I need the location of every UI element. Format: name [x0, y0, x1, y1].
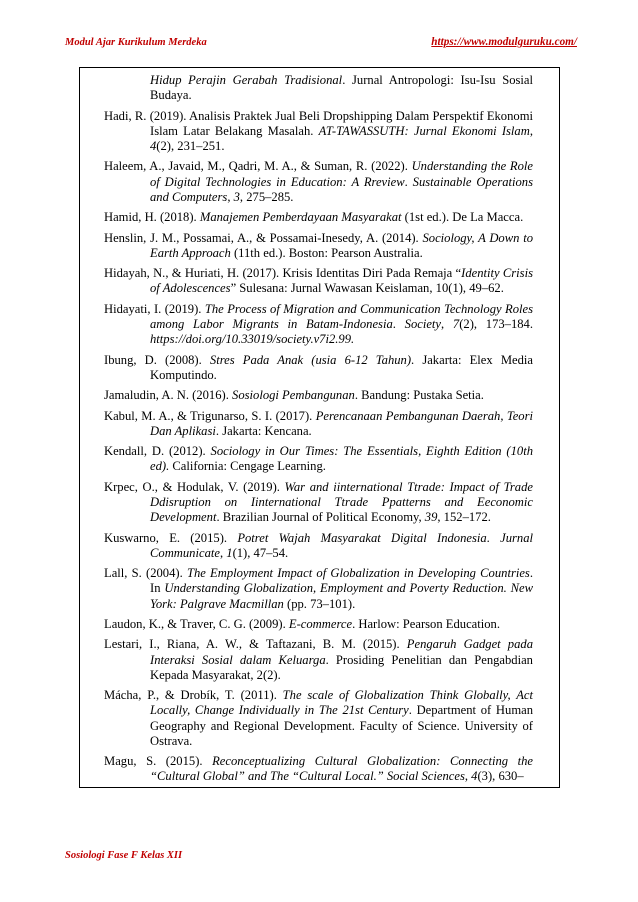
reference-italic-text: Sosiologi Pembangunan — [232, 388, 355, 403]
reference-text: Laudon, K., & Traver, C. G. (2009). — [104, 616, 289, 631]
footer-course-label: Sosiologi Fase F Kelas XII — [65, 850, 183, 861]
reference-italic-text: Understanding Globalization, Employment and Poverty Reduction. New York: Palgrave Macmillan — [150, 581, 534, 611]
reference-italic-text: Sociology, A Down to Earth Approach — [150, 230, 533, 260]
reference-text: (2), 173–184. — [459, 316, 534, 331]
reference-italic-text: Potret Wajah Masyarakat Digital Indonesia — [237, 530, 487, 545]
reference-text: . Jakarta: Elex Media Komputindo. — [150, 352, 533, 382]
reference-text: Hadi, R. (2019). Analisis Praktek Jual Beli Dropshipping Dalam Perspektif Ekonomi Islam Latar Belakang Masalah. — [104, 108, 533, 138]
reference-italic-text: Society — [404, 316, 442, 331]
header-website-link[interactable]: https://www.modulguruku.com/ — [431, 36, 577, 48]
reference-text: , — [227, 189, 234, 204]
reference-text: Jamaludin, A. N. (2016). — [104, 388, 233, 403]
reference-italic-text: 4 — [150, 139, 157, 153]
reference-italic-text: The Employment Impact of Globalization in Developing Countries — [186, 566, 530, 581]
reference-entry — [104, 302, 533, 348]
reference-entry — [104, 266, 533, 296]
reference-text: Kuswarno, E. (2015). — [104, 530, 238, 545]
reference-text: . — [486, 530, 501, 545]
reference-text: (1st ed.). De La Macca. — [401, 210, 524, 225]
reference-text: Haleem, A., Javaid, M., Qadri, M. A., & Suman, R. (2022). — [104, 159, 412, 174]
reference-text: Kabul, M. A., & Trigunarso, S. I. (2017). — [104, 408, 316, 423]
reference-italic-text: 7 — [452, 316, 460, 331]
reference-list-box — [79, 67, 560, 788]
reference-text: , 275–285. — [239, 189, 294, 204]
reference-text: . — [404, 174, 413, 189]
reference-text: Krpec, O., & Hodulak, V. (2019). — [104, 479, 285, 494]
reference-text: Lall, S. (2004). — [104, 566, 187, 581]
reference-text: Magu, S. (2015). — [104, 754, 213, 769]
reference-italic-text: Pengaruh Gadget pada Interaksi Sosial dalam Keluarga — [150, 637, 533, 667]
reference-entry — [104, 353, 533, 383]
reference-italic-text: AT-TAWASSUTH: Jurnal Ekonomi Islam — [318, 123, 530, 138]
reference-text: . Harlow: Pearson Education. — [352, 616, 501, 631]
reference-text: Mácha, P., & Drobík, T. (2011). — [104, 688, 283, 703]
reference-italic-text: 1 — [226, 545, 233, 560]
reference-text: . — [392, 316, 405, 331]
header-module-title: Modul Ajar Kurikulum Merdeka — [65, 37, 207, 48]
reference-entry — [104, 754, 533, 784]
reference-entry-continued — [104, 73, 533, 103]
reference-text: (2), 231–251. — [156, 139, 225, 153]
reference-italic-text: Jurnal Communicate — [150, 530, 533, 560]
reference-text: (3), 630– — [477, 769, 524, 784]
reference-italic-text: 39 — [424, 510, 438, 525]
reference-text: Hamid, H. (2018). — [104, 210, 200, 225]
reference-text: Hidayah, N., & Huriati, H. (2017). Krisis Identitas Diri Pada Remaja “ — [104, 266, 462, 281]
reference-text: ” Sulesana: Jurnal Wawasan Keislaman, 10(1), 49–62. — [230, 281, 504, 296]
reference-italic-text: https://doi.org/10.33019/society.v7i2.99. — [150, 332, 355, 347]
reference-entry — [104, 159, 533, 205]
reference-italic-text: Sustainable Operations and Computers — [150, 174, 534, 204]
reference-text: (1), 47–54. — [232, 545, 289, 560]
reference-italic-text: Understanding the Role of Digital Technologies in Education: A Rreview — [150, 159, 533, 189]
reference-entry — [104, 109, 533, 155]
reference-text: . Prosiding Penelitian dan Pengabdian Kepada Masyarakat, 2(2). — [150, 652, 533, 682]
reference-text: , — [529, 123, 533, 138]
reference-text: , 152–172. — [437, 510, 491, 525]
reference-entry — [104, 444, 533, 474]
reference-text: . Brazilian Journal of Political Economy, — [216, 510, 425, 525]
reference-entry — [104, 231, 533, 261]
reference-italic-text: 4 — [471, 769, 478, 784]
reference-text: California: Cengage Learning. — [169, 459, 326, 474]
reference-entry — [104, 388, 533, 403]
reference-italic-text: Identity Crisis of Adolescences — [150, 266, 533, 296]
reference-text: . Jurnal Antropologi: Isu-Isu Sosial Budaya. — [150, 73, 533, 103]
reference-entry — [104, 531, 533, 561]
reference-italic-text: Hidup Perajin Gerabah Tradisional — [150, 73, 343, 87]
reference-italic-text: E-commerce — [288, 616, 353, 631]
reference-text: , — [464, 769, 472, 784]
reference-text: Kendall, D. (2012). — [104, 444, 211, 459]
reference-text: (pp. 73–101). — [283, 596, 356, 611]
reference-italic-text: War and iinternational Ttrade: Impact of Trade Ddisruption on Iinternational Ttrade Ppatterns and Eeconomic Development — [150, 479, 533, 525]
reference-text: , — [441, 316, 453, 331]
reference-text: (11th ed.). Boston: Pearson Australia. — [230, 245, 423, 260]
reference-italic-text: Perencanaan Pembangunan Daerah, Teori Dan Aplikasi — [150, 408, 534, 438]
reference-italic-text: Sociology in Our Times: The Essentials, Eighth Edition (10th ed). — [150, 444, 533, 474]
reference-text: Henslin, J. M., Possamai, A., & Possamai-Inesedy, A. (2014). — [104, 230, 423, 245]
reference-italic-text: The Process of Migration and Communication Technology Roles among Labor Migrants in Batam-Indonesia — [150, 301, 533, 331]
reference-entry — [104, 617, 533, 632]
reference-entry — [104, 480, 533, 526]
reference-entry — [104, 637, 533, 683]
reference-italic-text: 3 — [233, 189, 240, 204]
reference-entry — [104, 409, 533, 439]
reference-text: Hidayati, I. (2019). — [104, 301, 205, 316]
reference-text: . Bandung: Pustaka Setia. — [354, 388, 484, 403]
reference-italic-text: Reconceptualizing Cultural Globalization: Connecting the “Cultural Global” and The “Cultural Local.” Social Sciences — [150, 754, 533, 784]
reference-text: . Department of Human Geography and Regional Development. Faculty of Science. University of Ostrava. — [150, 703, 533, 748]
reference-text: Lestari, I., Riana, A. W., & Taftazani, B. M. (2015). — [104, 637, 407, 652]
reference-text: . Jakarta: Kencana. — [215, 423, 312, 438]
reference-text: Ibung, D. (2008). — [104, 352, 210, 367]
reference-entry — [104, 688, 533, 749]
reference-text: , — [219, 545, 227, 560]
reference-italic-text: The scale of Globalization Think Globally, Act Locally, Change Individually in The 21st Century — [150, 688, 533, 718]
reference-italic-text: Stres Pada Anak (usia 6-12 Tahun) — [209, 352, 412, 367]
reference-entry — [104, 566, 533, 612]
reference-text: . In — [150, 566, 533, 596]
reference-italic-text: Manajemen Pemberdayaan Masyarakat — [199, 210, 402, 225]
reference-entry — [104, 210, 533, 225]
